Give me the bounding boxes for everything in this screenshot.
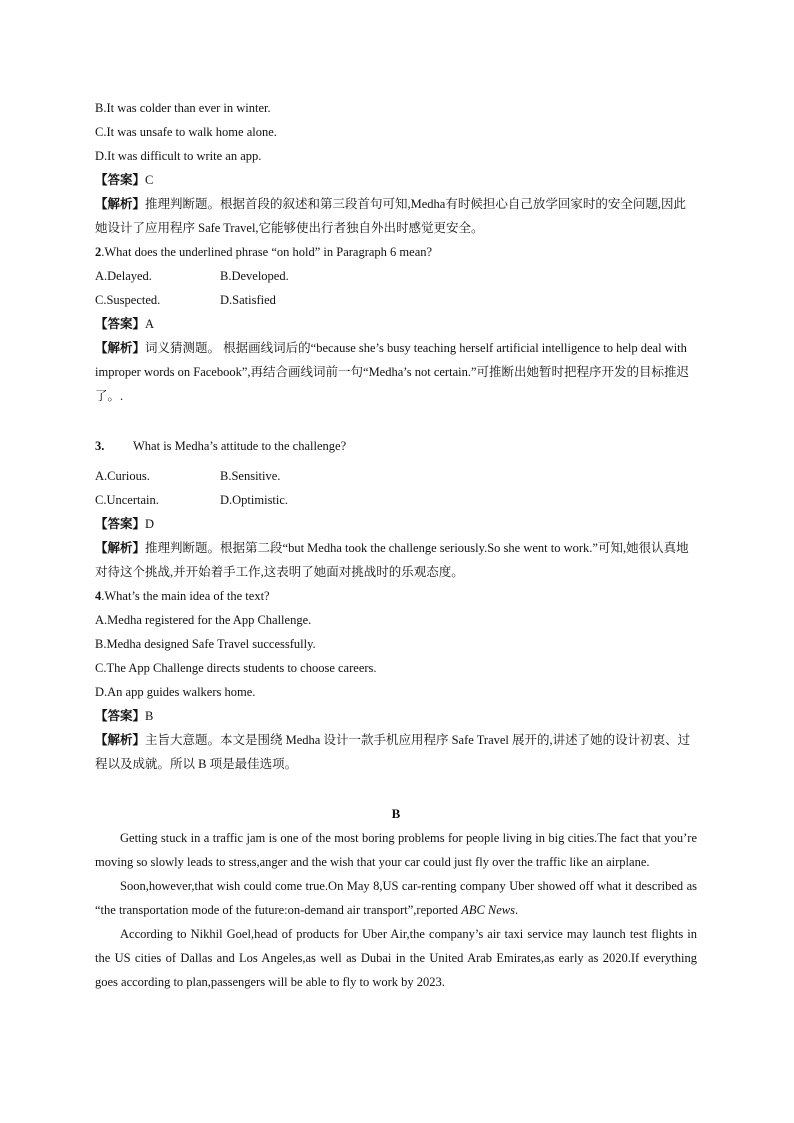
option-a: A.Delayed. — [95, 269, 152, 283]
q3-answer — [95, 512, 697, 536]
q4-question — [95, 584, 697, 608]
q2-options-row-2 — [95, 288, 697, 312]
q3-analysis — [95, 536, 697, 584]
analysis-text: 推理判断题。根据第二段“but Medha took the challenge seriously.So she went to work.”可知,她很认真地对待这个挑战,并开始着手工作,这表明了她面对挑战时的乐观态度。 — [95, 541, 689, 579]
passage-title: B — [391, 806, 401, 821]
option-a: A.Curious. — [95, 469, 150, 483]
q1-analysis — [95, 192, 697, 240]
q1-option-d: D.It was difficult to write an app. — [95, 149, 262, 163]
q1-answer — [95, 168, 697, 192]
q4-option-c: C.The App Challenge directs students to choose careers. — [95, 661, 377, 675]
option-d: D.Satisfied — [220, 293, 276, 307]
q4-option-a: A.Medha registered for the App Challenge. — [95, 613, 312, 627]
q4-option-b: B.Medha designed Safe Travel successfully. — [95, 637, 316, 651]
answer-value: A — [145, 317, 155, 331]
answer-tag: 【答案】 — [95, 517, 146, 531]
q2-answer — [95, 312, 697, 336]
question-number: 4 — [95, 589, 102, 603]
q2-options-row-1 — [95, 264, 697, 288]
passage-paragraph-1: Getting stuck in a traffic jam is one of the most boring problems for people living in big cities.The fact that you’re moving so slowly leads to stress,anger and the wish that your car could just fly over the traffic like an airplane. — [95, 831, 697, 869]
q4-answer — [95, 704, 697, 728]
analysis-tag: 【解析】 — [95, 341, 146, 355]
answer-tag: 【答案】 — [95, 317, 146, 331]
analysis-text: 推理判断题。根据首段的叙述和第三段首句可知,Medha有时候担心自己放学回家时的安全问题,因此她设计了应用程序 Safe Travel,它能够使出行者独自外出时感觉更安全。 — [95, 197, 686, 235]
q3-options-row-1 — [95, 464, 697, 488]
answer-value: D — [145, 517, 155, 531]
analysis-text: 主旨大意题。本文是围绕 Medha 设计一款手机应用程序 Safe Travel 展开的,讲述了她的设计初衷、过程以及成就。所以 B 项是最佳选项。 — [95, 733, 691, 771]
spacer — [95, 776, 697, 802]
spacer — [95, 408, 697, 434]
question-text: .What’s the main idea of the text? — [101, 589, 270, 603]
question-number: 3. — [95, 439, 105, 453]
q3-question — [95, 434, 697, 458]
question-text: What is Medha’s attitude to the challenge? — [133, 439, 347, 453]
answer-tag: 【答案】 — [95, 709, 146, 723]
option-c: C.Uncertain. — [95, 493, 159, 507]
q1-option-c: C.It was unsafe to walk home alone. — [95, 125, 277, 139]
answer-value: B — [145, 709, 154, 723]
answer-tag: 【答案】 — [95, 173, 146, 187]
q2-question — [95, 240, 697, 264]
question-text: .What does the underlined phrase “on hold” in Paragraph 6 mean? — [101, 245, 433, 259]
news-source: ABC News — [461, 903, 516, 917]
option-d: D.Optimistic. — [220, 493, 289, 507]
q1-option-b: B.It was colder than ever in winter. — [95, 101, 271, 115]
answer-value: C — [145, 173, 154, 187]
q3-options-row-2 — [95, 488, 697, 512]
analysis-text: 词义猜测题。 根据画线词后的“because she’s busy teaching herself artificial intelligence to help deal with improper words on Facebook”,再结合画线词前一句“Medha’s not certain.”可推断出她暂时把程序开发的目标推迟了。. — [95, 341, 690, 403]
option-c: C.Suspected. — [95, 293, 161, 307]
passage-paragraph-3: According to Nikhil Goel,head of products for Uber Air,the company’s air taxi service may launch test flights in the US cities of Dallas and Los Angeles,as well as Dubai in the United Arab Emirates,as early as 2020.If everything goes according to plan,passengers will be able to fly to work by 2023. — [95, 927, 697, 989]
option-b: B.Developed. — [220, 269, 289, 283]
q4-analysis — [95, 728, 697, 776]
option-b: B.Sensitive. — [220, 469, 281, 483]
analysis-tag: 【解析】 — [95, 541, 146, 555]
question-number: 2 — [95, 245, 102, 259]
passage-paragraph-2: Soon,however,that wish could come true.On May 8,US car-renting company Uber showed off what it described as “the transportation mode of the future:on-demand air transport”,reported ABC News. — [95, 879, 697, 917]
q4-option-d: D.An app guides walkers home. — [95, 685, 256, 699]
q2-analysis — [95, 336, 697, 408]
analysis-tag: 【解析】 — [95, 733, 146, 747]
analysis-tag: 【解析】 — [95, 197, 146, 211]
document-page — [95, 96, 697, 994]
